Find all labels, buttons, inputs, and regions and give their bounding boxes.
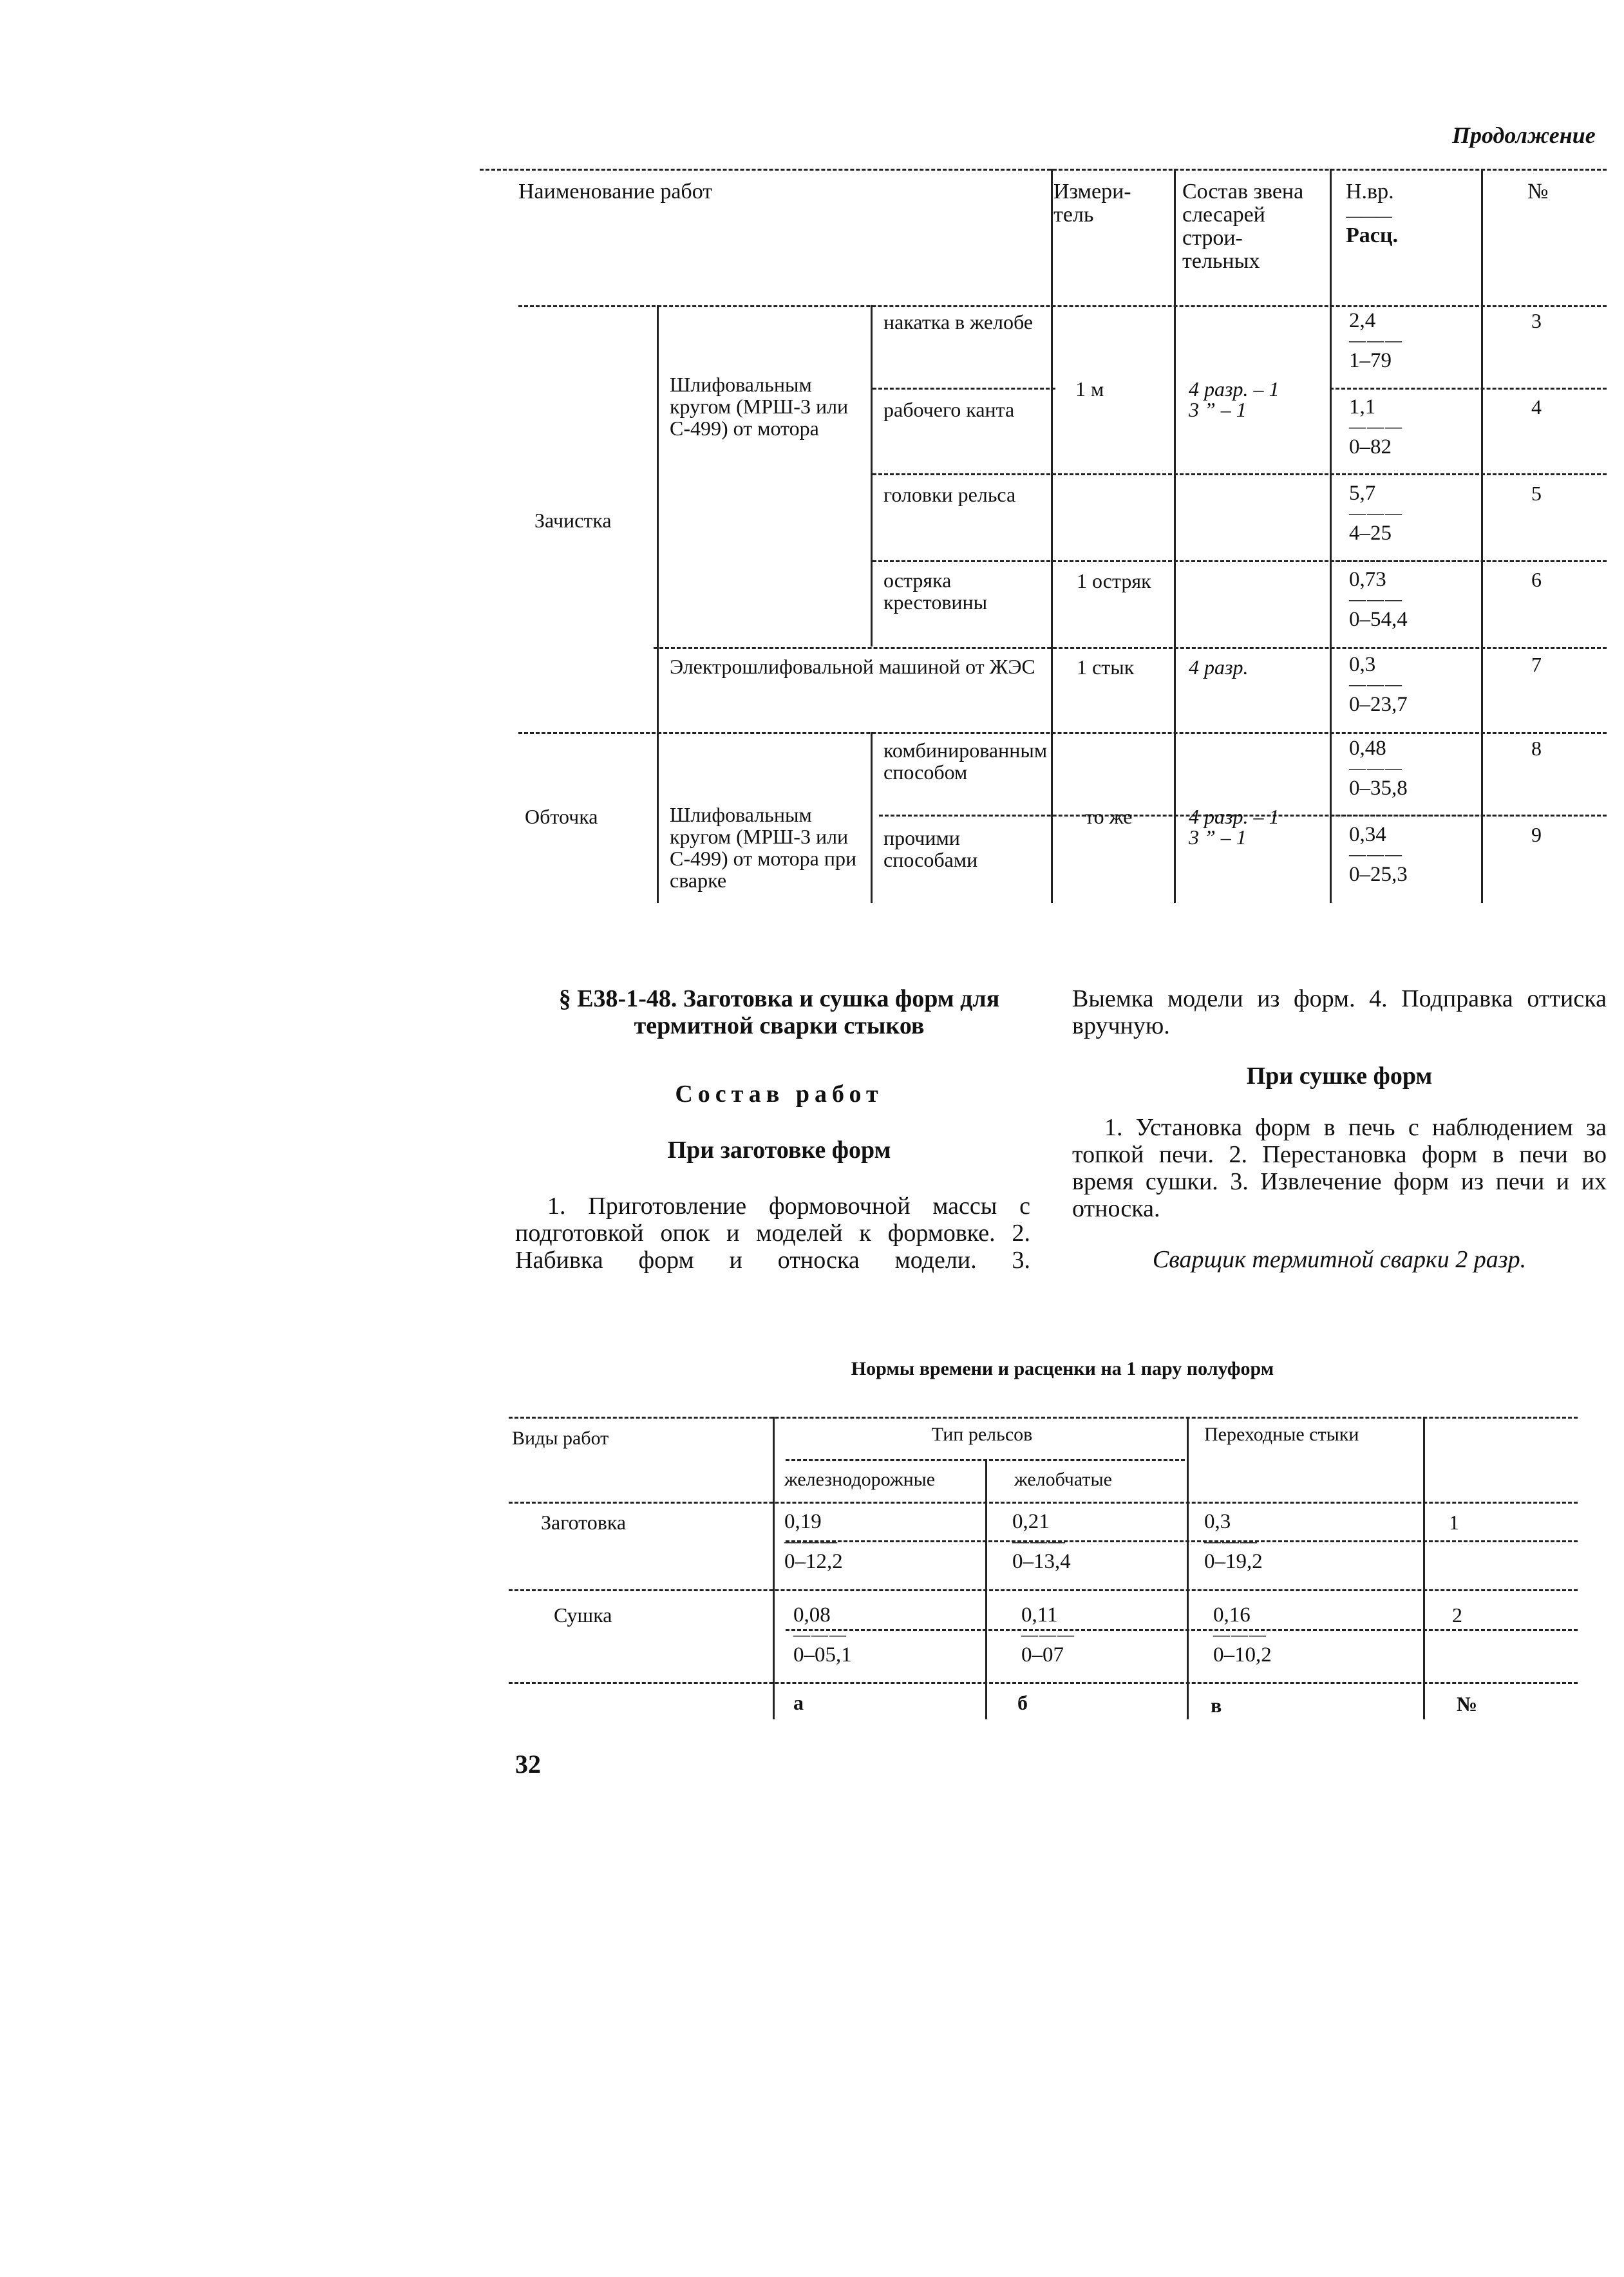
rate-value: 0–19,2	[1204, 1550, 1263, 1573]
col-header-norm: Н.вр.	[1346, 180, 1394, 203]
rate-value: 0–07	[1021, 1643, 1064, 1667]
crew-1b: 3 ” – 1	[1189, 398, 1247, 421]
norm-value: 0,34	[1349, 823, 1386, 846]
norm-value: 0,08	[793, 1603, 831, 1627]
fraction-bar: ———	[1349, 759, 1403, 777]
group-name-zachistka: Зачистка	[534, 509, 612, 532]
fraction-bar: ———	[1204, 1532, 1258, 1551]
rate-value: 0–05,1	[793, 1643, 852, 1667]
crew-3b: 3 ” – 1	[1189, 826, 1247, 849]
norm-value: 0,21	[1012, 1510, 1050, 1533]
crew-1a: 4 разр. – 1	[1189, 377, 1279, 401]
sub-nakatka: накатка в желобе	[883, 310, 1034, 334]
row-num-9: 9	[1531, 823, 1542, 846]
t2-row-num-1: 1	[1449, 1511, 1459, 1534]
t2-cell-c1	[1204, 1510, 1263, 1573]
paragraph-zagotovka: 1. Приготовление формовочной массы с подготовкой опок и моделей к формовке. 2. Набивка форм и относка модели. 3.	[515, 1193, 1030, 1274]
fraction-bar: ———	[1349, 504, 1403, 522]
page-number: 32	[515, 1750, 541, 1779]
col-header-name: Наименование работ	[518, 180, 713, 203]
sub-prochimi: прочими способами	[883, 826, 978, 871]
unit-to-zhe: то же	[1085, 805, 1133, 828]
paragraph-zagotovka-cont: Выемка модели из форм. 4. Подправка оттиска вручную.	[1072, 985, 1607, 1039]
norm-value: 0,48	[1349, 737, 1386, 760]
worker-grade: Сварщик термитной сварки 2 разр.	[1152, 1246, 1527, 1273]
t2-row-num-2: 2	[1452, 1603, 1462, 1627]
row-num-5: 5	[1531, 482, 1542, 505]
unit-1-styk: 1 стык	[1077, 656, 1135, 679]
group1-method: Шлифовальным кругом (МРШ-3 или С-499) от мотора	[670, 373, 849, 440]
t2-footer-a: а	[793, 1691, 804, 1714]
norm-value: 0,11	[1021, 1603, 1058, 1627]
fraction-bar: ———	[793, 1625, 847, 1644]
subheading-zagotovka: При заготовке форм	[667, 1137, 891, 1164]
rate-value: 0–35,8	[1349, 777, 1408, 800]
rate-value: 0–82	[1349, 435, 1392, 458]
fraction-bar: ———	[1349, 417, 1403, 436]
rate-value: 4–25	[1349, 522, 1392, 545]
row-num-6: 6	[1531, 568, 1542, 591]
rate-value: 1–79	[1349, 349, 1392, 372]
rate-value: 0–25,3	[1349, 863, 1408, 886]
crew-3a: 4 разр. – 1	[1189, 805, 1279, 828]
continuation-label: Продолжение	[1452, 122, 1596, 148]
crew-2: 4 разр.	[1189, 656, 1249, 679]
rate-value: 0–54,4	[1349, 608, 1408, 631]
t2-header-work: Виды работ	[512, 1428, 609, 1449]
rate-value: 0–10,2	[1213, 1643, 1272, 1667]
t2-cell-c2	[1213, 1603, 1272, 1667]
sub-golovki-relsa: головки рельса	[883, 483, 1016, 506]
t2-cell-b1	[1012, 1510, 1071, 1573]
group1-method2: Электрошлифовальной машиной от ЖЭС	[670, 655, 1035, 678]
norm-value: 1,1	[1349, 395, 1376, 419]
norm-value: 0,3	[1349, 653, 1376, 676]
norm-value: 0,16	[1213, 1603, 1251, 1627]
col-header-num: №	[1527, 180, 1549, 203]
section-title: § Е38-1-48. Заготовка и сушка форм для термитной сварки стыков	[558, 985, 1000, 1039]
t2-header-grooved: желобчатые	[1014, 1469, 1112, 1490]
fraction-bar: ———	[1349, 590, 1403, 609]
fraction-bar: ———	[1349, 845, 1403, 864]
fraction-bar: ———	[1349, 331, 1403, 350]
fraction-bar: ———	[1349, 675, 1403, 694]
composition-heading: Состав работ	[675, 1081, 883, 1108]
col-header-rate: Расц.	[1346, 223, 1398, 247]
t2-header-railway: железнодорожные	[784, 1469, 936, 1490]
group2-method: Шлифовальным кругом (МРШ-3 или С-499) от мотора при сварке	[670, 803, 857, 892]
t2-row-zagotovka: Заготовка	[541, 1511, 627, 1534]
norm-value: 2,4	[1349, 309, 1376, 332]
row-num-8: 8	[1531, 737, 1542, 760]
norm-value: 5,7	[1349, 482, 1376, 505]
t2-footer-num: №	[1457, 1692, 1478, 1715]
rate-value: 0–23,7	[1349, 693, 1408, 716]
group-name-obtochka: Обточка	[525, 805, 598, 828]
col-header-crew: Состав звена слесарей строи- тельных	[1182, 180, 1304, 273]
sub-rabochego-kanta: рабочего канта	[883, 398, 1015, 421]
t2-footer-c: в	[1211, 1694, 1222, 1717]
row-num-7: 7	[1531, 653, 1542, 676]
col-header-sep: ———	[1346, 208, 1392, 225]
t2-cell-b2	[1021, 1603, 1075, 1667]
t2-cell-a1	[784, 1510, 843, 1573]
norm-value: 0,19	[784, 1510, 822, 1533]
paragraph-sushka: 1. Установка форм в печь с наблюдением за топкой печи. 2. Перестановка форм в печи во время сушки. 3. Извлечение форм из печи и их относка.	[1072, 1114, 1607, 1222]
unit-1-ostryak: 1 остряк	[1077, 569, 1151, 592]
t2-footer-b: б	[1017, 1691, 1028, 1714]
fraction-bar: ———	[1012, 1532, 1066, 1551]
t2-row-sushka: Сушка	[554, 1603, 612, 1627]
row-num-4: 4	[1531, 395, 1542, 419]
rate-value: 0–13,4	[1012, 1550, 1071, 1573]
subheading-sushka: При сушке форм	[1246, 1063, 1433, 1090]
sub-kombinirovannym: комбинированным способом	[883, 739, 1048, 784]
table2-caption: Нормы времени и расценки на 1 пару полуформ	[851, 1358, 1274, 1379]
fraction-bar: ———	[1021, 1625, 1075, 1644]
rate-value: 0–12,2	[784, 1550, 843, 1573]
unit-1m: 1 м	[1075, 377, 1104, 401]
col-header-unit: Измери- тель	[1053, 180, 1131, 227]
norm-value: 0,73	[1349, 568, 1386, 591]
row-num-3: 3	[1531, 309, 1542, 332]
t2-header-rail-type: Тип рельсов	[931, 1424, 1033, 1445]
norm-value: 0,3	[1204, 1510, 1231, 1533]
fraction-bar: ———	[784, 1532, 838, 1551]
fraction-bar: ———	[1213, 1625, 1267, 1644]
t2-header-transition: Переходные стыки	[1204, 1424, 1359, 1445]
sub-ostryaka: остряка крестовины	[883, 569, 988, 614]
t2-cell-a2	[793, 1603, 852, 1667]
